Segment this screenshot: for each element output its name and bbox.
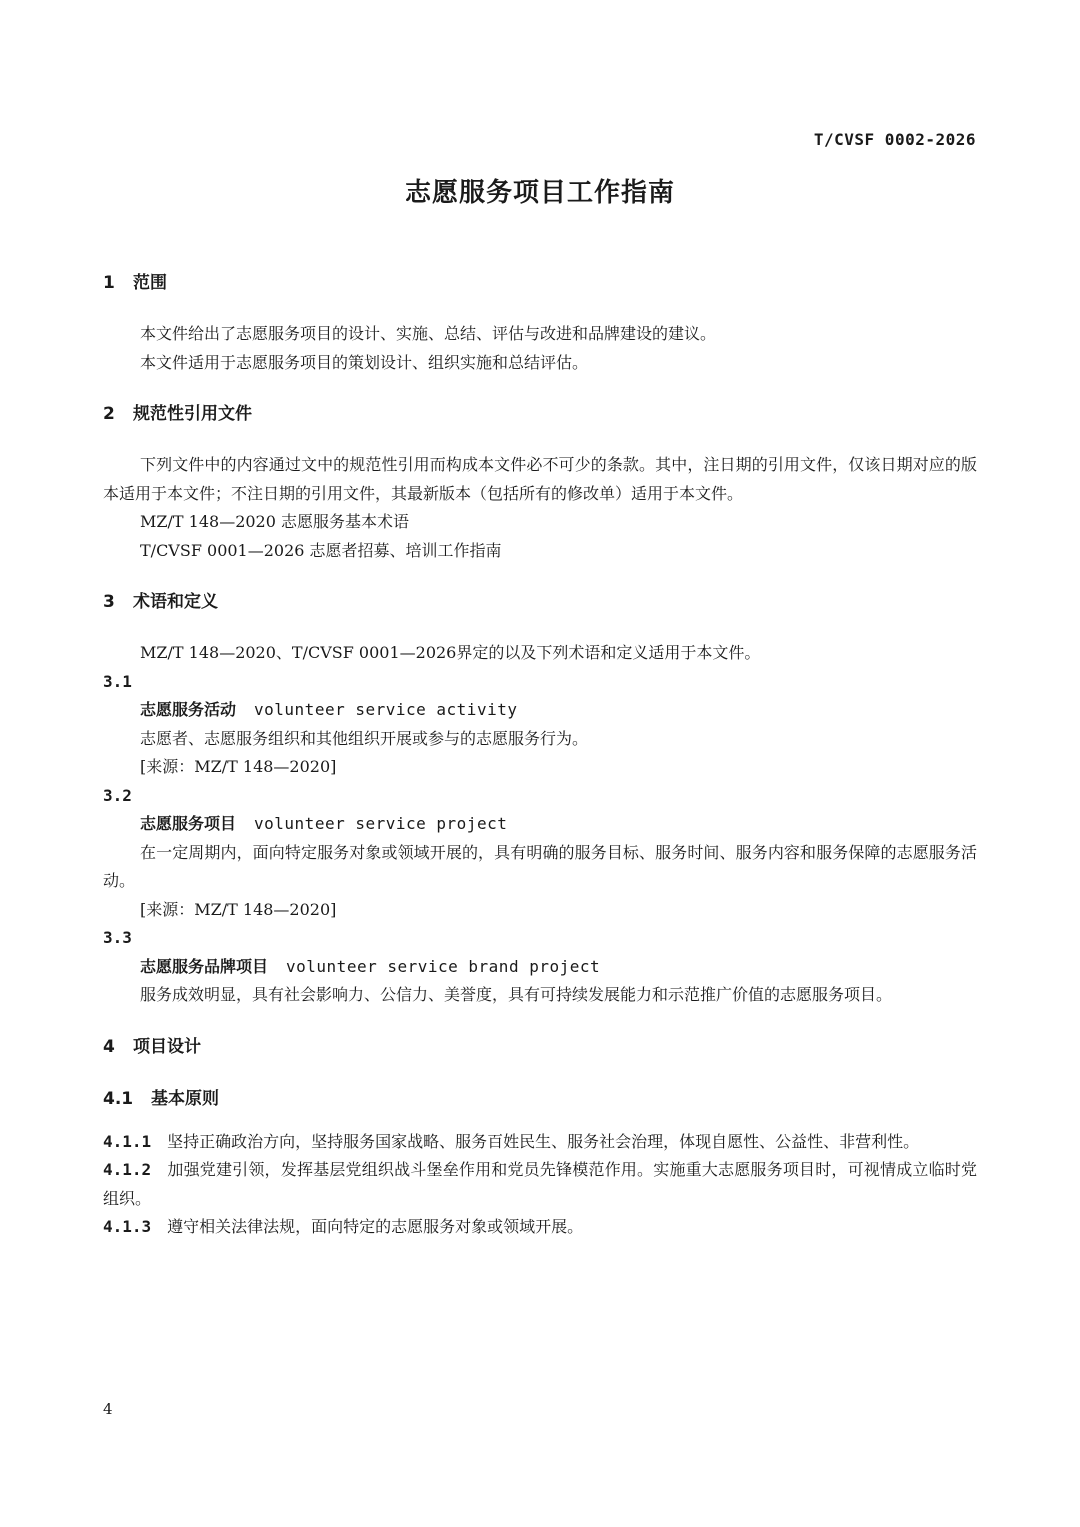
reference-item: MZ/T 148—2020 志愿服务基本术语 <box>140 512 409 531</box>
subsection-title: 基本原则 <box>151 1088 219 1109</box>
term-number: 3.1 <box>103 671 132 691</box>
term-definition: 志愿者、志愿服务组织和其他组织开展或参与的志愿服务行为。 <box>140 728 589 748</box>
section-number: 2 <box>103 404 115 424</box>
reference-item: T/CVSF 0001—2026 志愿者招募、培训工作指南 <box>140 540 502 560</box>
term-name-en: volunteer service project <box>254 814 508 833</box>
term-number: 3.3 <box>103 928 132 947</box>
term-name-en: volunteer service brand project <box>286 956 601 976</box>
term-definition: 在一定周期内，面向特定服务对象或领域开展的，具有明确的服务目标、服务时间、服务内容和服务保障的志愿服务活动。 <box>103 842 977 890</box>
term-name <box>103 953 977 982</box>
clause-text: 加强党建引领，发挥基层党组织战斗堡垒作用和党员先锋模范作用。实施重大志愿服务项目时，可视情成立临时党组织。 <box>103 1160 977 1208</box>
term-source: [来源：MZ/T 148—2020] <box>140 757 337 776</box>
document-body <box>103 268 977 1242</box>
standard-code: T/CVSF 0002-2026 <box>813 130 976 149</box>
clause-text: 遵守相关法律法规，面向特定的志愿服务对象或领域开展。 <box>167 1217 584 1236</box>
section-title: 项目设计 <box>133 1036 201 1057</box>
section-title: 术语和定义 <box>133 592 218 612</box>
term-name <box>103 810 977 839</box>
section-heading-1 <box>103 268 977 298</box>
section-heading-2 <box>103 399 977 429</box>
section-number: 1 <box>103 273 115 293</box>
clause-number: 4.1.2 <box>103 1160 152 1179</box>
term-number: 3.2 <box>103 785 132 805</box>
term-name-zh: 志愿服务品牌项目 <box>140 956 269 976</box>
section-title: 范围 <box>133 273 167 293</box>
clause <box>103 1156 977 1213</box>
term-source: [来源：MZ/T 148—2020] <box>140 899 337 919</box>
document-title: 志愿服务项目工作指南 <box>404 178 675 208</box>
section-number: 4 <box>103 1036 115 1057</box>
clause-text: 坚持正确政治方向，坚持服务国家战略、服务百姓民生、服务社会治理，体现自愿性、公益性、非营利性。 <box>167 1131 920 1151</box>
paragraph: 下列文件中的内容通过文中的规范性引用而构成本文件必不可少的条款。其中，注日期的引用文件，仅该日期对应的版本适用于本文件；不注日期的引用文件，其最新版本（包括所有的修改单）适用于本文件。 <box>103 455 977 503</box>
section-heading-4 <box>103 1032 977 1062</box>
section-title: 规范性引用文件 <box>133 404 252 424</box>
term-name-en: volunteer service activity <box>254 700 518 719</box>
term-name <box>103 696 977 725</box>
clause-number: 4.1.1 <box>103 1131 152 1151</box>
paragraph: MZ/T 148—2020、T/CVSF 0001—2026界定的以及下列术语和定义适用于本文件。 <box>140 643 761 662</box>
section-number: 3 <box>103 592 115 612</box>
term-name-zh: 志愿服务活动 <box>140 700 237 719</box>
paragraph: 本文件适用于志愿服务项目的策划设计、组织实施和总结评估。 <box>140 352 589 372</box>
subsection-number: 4.1 <box>103 1088 134 1109</box>
paragraph: 本文件给出了志愿服务项目的设计、实施、总结、评估与改进和品牌建设的建议。 <box>140 324 717 343</box>
term-definition: 服务成效明显，具有社会影响力、公信力、美誉度，具有可持续发展能力和示范推广价值的志愿服务项目。 <box>140 985 893 1004</box>
subsection-heading <box>103 1084 977 1114</box>
clause <box>103 1128 977 1157</box>
clause-number: 4.1.3 <box>103 1217 152 1236</box>
clause <box>103 1213 977 1242</box>
section-heading-3 <box>103 587 977 617</box>
term-name-zh: 志愿服务项目 <box>140 814 237 833</box>
page-number: 4 <box>103 1400 113 1418</box>
